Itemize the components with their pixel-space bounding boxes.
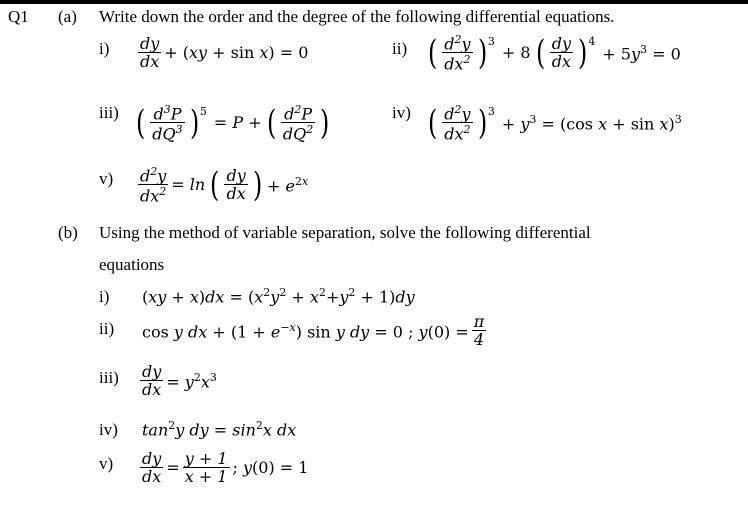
b-equation-5: $\frac{dy}{dx}$ = $\frac{y + 1}{x + 1}$ ; y(0) = 1 [142, 449, 309, 486]
part-a-instruction: Write down the order and the degree of the following differential equations. [99, 7, 615, 26]
a-item-5-label: v) [99, 169, 114, 188]
b-equation-3: $\frac{dy}{dx}$ = $y^2x^3$ [142, 362, 217, 399]
b-item-5-label: v) [99, 454, 114, 473]
a-item-1-label: i) [99, 39, 110, 58]
b-item-1-label: i) [99, 287, 110, 306]
b-item-2-label: ii) [99, 319, 115, 338]
b-equation-1: $(xy + x)dx = (x^2y^2 + x^2+y^2 + 1)dy$ [142, 286, 415, 307]
a-equation-4: ( $\frac{d^2y}{dx^2}$ ) 3 + $y^3 = (\cos$ x + sin x)$^3$ [427, 103, 682, 144]
b-item-3-label: iii) [99, 368, 119, 387]
a-item-4-label: iv) [392, 103, 411, 122]
a-item-2-label: ii) [392, 39, 408, 58]
part-b-instruction-line1: Using the method of variable separation, solve the following differential [99, 223, 591, 242]
part-a-label: (a) [58, 7, 77, 26]
part-b-instruction-line2: equations [99, 255, 165, 274]
a-equation-1: $\frac{dy}{dx}$ + (xy + sin x) = 0 [140, 34, 309, 71]
a-equation-5: $\frac{d^2y}{dx^2}$ = ln ( $\frac{dy}{dx}$ ) + $e^{2x}$ [140, 165, 309, 206]
question-number: Q1 [8, 7, 29, 26]
a-equation-2: ( $\frac{d^2y}{dx^2}$ ) 3 + 8 ( $\frac{dy}{dx}$ ) 4 + $5y^3 = 0$ [427, 33, 681, 74]
b-equation-2: cos y dx + $(1 + e^{-x})$ sin y dy = 0 ; y(0) = $\frac{\pi}{4}$ [142, 312, 485, 349]
b-item-4-label: iv) [99, 420, 118, 439]
a-equation-3: ( $\frac{d^3P}{dQ^3}$ ) 5 = P + ( $\frac{d^2P}{dQ^2}$ ) [135, 103, 330, 144]
b-equation-4: $\tan^2y$ dy = $\sin^2x$ dx [142, 419, 297, 440]
a-item-3-label: iii) [99, 103, 119, 122]
top-rule [0, 0, 748, 4]
part-b-label: (b) [58, 223, 78, 242]
